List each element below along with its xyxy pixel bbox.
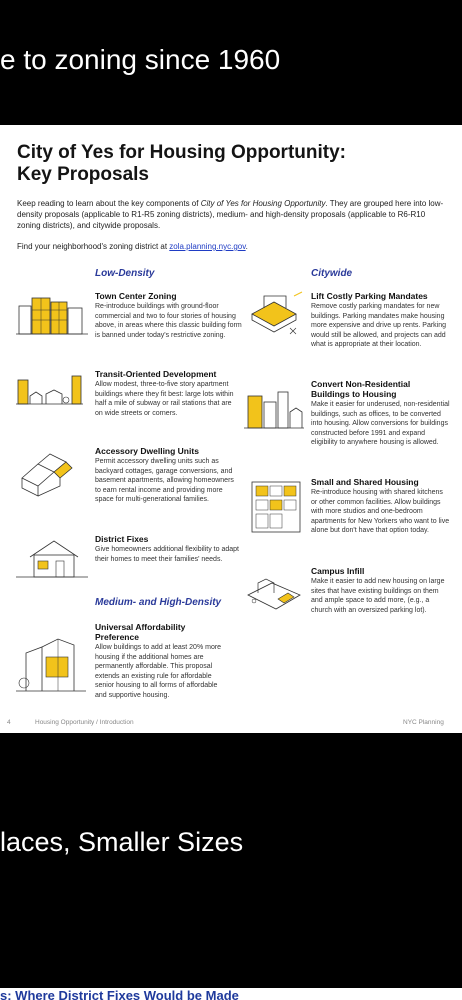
intro-post: . They are grouped here into low-density proposals (applicable to R1-R5 zoning districts), medium- and high-density proposals (applicable to R6-R10 zoning districts), and citywide proposals. bbox=[17, 199, 444, 230]
small-shared-housing-illustration bbox=[248, 478, 304, 536]
item-title: Town Center Zoning bbox=[95, 291, 177, 301]
zola-link[interactable]: zola.planning.nyc.gov bbox=[169, 242, 246, 251]
item-desc: Allow modest, three-to-five story apartment buildings where they fit best: large lots within half a mile of subway or rail stations that are on wide streets or corners. bbox=[95, 381, 234, 417]
item-desc: Re-introduce housing with shared kitchens or other common facilities. Allow buildings with more studios and one-bedroom apartments for New Yorkers who want to live alone but don't have that option today. bbox=[311, 489, 450, 535]
item-title: Lift Costly Parking Mandates bbox=[311, 291, 428, 301]
intro-paragraph bbox=[17, 198, 447, 231]
item-desc: Make it easier to add new housing on large sites that have existing buildings on them and ample space to add more, (e.g., a church with an oversized parking lot). bbox=[311, 578, 445, 614]
find-text: Find your neighborhood's zoning district at bbox=[17, 242, 170, 251]
universal-affordability-illustration bbox=[16, 625, 88, 695]
campus-infill-illustration bbox=[244, 571, 306, 615]
item-transit-oriented bbox=[95, 369, 240, 418]
find-district-line bbox=[17, 242, 248, 251]
item-title: Universal Affordability Preference bbox=[95, 622, 186, 642]
item-desc: Permit accessory dwelling units such as backyard cottages, garage conversions, and basement apartments, allowing homeowners to earn rental income and providing more space for multi-generational families. bbox=[95, 458, 234, 504]
bottom-strip bbox=[0, 988, 462, 1000]
page-title bbox=[17, 142, 437, 186]
section-citywide: Citywide bbox=[311, 268, 353, 279]
item-universal-affordability bbox=[95, 622, 230, 701]
district-fixes-illustration bbox=[16, 535, 90, 583]
item-convert-non-residential bbox=[311, 379, 451, 448]
accessory-dwelling-illustration bbox=[16, 450, 86, 500]
item-town-center bbox=[95, 291, 245, 340]
footer-org: NYC Planning bbox=[403, 719, 444, 726]
intro-italic: City of Yes for Housing Opportunity bbox=[200, 199, 326, 208]
bottom-heading: s: Where District Fixes Would be Made bbox=[0, 988, 239, 1000]
section-medium-high-density: Medium- and High-Density bbox=[95, 597, 222, 608]
item-desc: Remove costly parking mandates for new buildings. Parking mandates make housing more expensive and drive up rents. Parking would still be allowed, and projects can add what is appropriate at their location. bbox=[311, 303, 447, 349]
section-low-density: Low-Density bbox=[95, 268, 155, 279]
item-parking-mandates bbox=[311, 291, 451, 350]
title-line-1: City of Yes for Housing Opportunity: bbox=[17, 142, 346, 163]
top-heading: e to zoning since 1960 bbox=[0, 44, 281, 75]
item-small-shared-housing bbox=[311, 477, 451, 536]
item-title: Small and Shared Housing bbox=[311, 477, 419, 487]
top-band bbox=[0, 0, 462, 125]
page-number: 4 bbox=[7, 719, 11, 726]
parking-mandates-illustration bbox=[244, 290, 308, 336]
item-desc: Make it easier for underused, non-residential buildings, such as offices, to be converted into housing. Allow conversions for buildings constructed before 1991 and expand eligibility to anywhere housing is allowed. bbox=[311, 401, 450, 447]
item-title: Convert Non-Residential Buildings to Housing bbox=[311, 379, 411, 399]
item-desc: Give homeowners additional flexibility to adapt their homes to meet their families' needs. bbox=[95, 546, 239, 563]
intro-pre: Keep reading to learn about the key components of bbox=[17, 199, 201, 208]
find-end: . bbox=[245, 242, 248, 251]
item-accessory-dwelling bbox=[95, 446, 240, 505]
transit-oriented-illustration bbox=[16, 370, 84, 410]
mid-band bbox=[0, 733, 462, 1000]
convert-non-residential-illustration bbox=[244, 388, 304, 432]
document-page bbox=[0, 125, 462, 733]
item-campus-infill bbox=[311, 566, 451, 615]
item-title: District Fixes bbox=[95, 534, 149, 544]
item-desc: Allow buildings to add at least 20% more housing if the additional homes are permanently affordable. This proposal extends an existing rule for affordable senior housing to all forms of affordable and supportive housing. bbox=[95, 644, 222, 699]
mid-heading: laces, Smaller Sizes bbox=[0, 827, 244, 857]
item-desc: Re-introduce buildings with ground-floor commercial and two to four stories of housing above, in areas where this classic building form is banned under today's restrictive zoning. bbox=[95, 303, 242, 339]
item-title: Campus Infill bbox=[311, 566, 365, 576]
title-line-2: Key Proposals bbox=[17, 164, 149, 185]
item-title: Transit-Oriented Development bbox=[95, 369, 217, 379]
footer-section: Housing Opportunity / Introduction bbox=[35, 719, 134, 726]
town-center-illustration bbox=[16, 290, 90, 342]
item-title: Accessory Dwelling Units bbox=[95, 446, 199, 456]
item-district-fixes bbox=[95, 534, 240, 564]
